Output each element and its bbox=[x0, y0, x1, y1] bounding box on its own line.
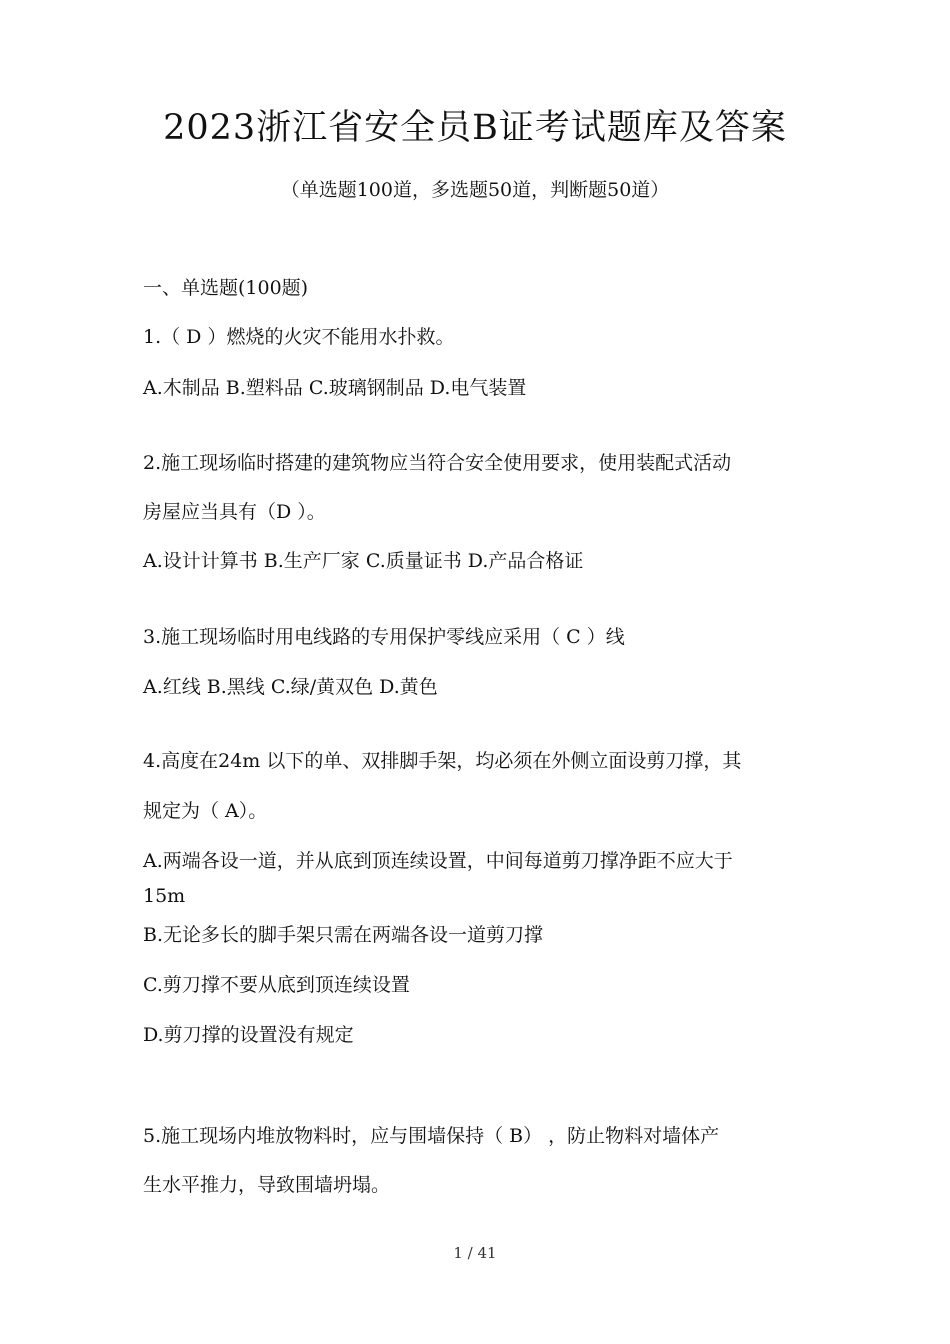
document-title: 2023浙江省安全员B证考试题库及答案 bbox=[163, 108, 787, 148]
question-3-stem: 3.施工现场临时用电线路的专用保护零线应采用（ C ）线 bbox=[143, 626, 625, 648]
question-4-stem-line-1: 4.高度在24m 以下的单、双排脚手架，均必须在外侧立面设剪刀撑，其 bbox=[143, 750, 742, 772]
section-heading: 一、单选题(100题) bbox=[143, 277, 309, 299]
question-1-stem: 1.（ D ）燃烧的火灾不能用水扑救。 bbox=[143, 326, 455, 348]
question-2-stem-line-2: 房屋应当具有（D ）。 bbox=[143, 501, 326, 523]
question-4-option-c: C.剪刀撑不要从底到顶连续设置 bbox=[143, 974, 410, 996]
question-4-option-a-line-1: A.两端各设一道，并从底到顶连续设置，中间每道剪刀撑净距不应大于 bbox=[143, 850, 733, 872]
question-1-options: A.木制品 B.塑料品 C.玻璃钢制品 D.电气装置 bbox=[143, 377, 527, 399]
question-2-stem-line-1: 2.施工现场临时搭建的建筑物应当符合安全使用要求，使用装配式活动 bbox=[143, 452, 732, 474]
question-5-stem-line-1: 5.施工现场内堆放物料时，应与围墙保持（ B） ，防止物料对墙体产 bbox=[143, 1125, 720, 1147]
question-5-stem-line-2: 生水平推力，导致围墙坍塌。 bbox=[143, 1174, 391, 1196]
document-subtitle: （单选题100道，多选题50道，判断题50道） bbox=[280, 179, 670, 201]
question-4-option-d: D.剪刀撑的设置没有规定 bbox=[143, 1024, 354, 1046]
question-4-stem-line-2: 规定为（ A）。 bbox=[143, 800, 268, 822]
page-number: 1 / 41 bbox=[453, 1244, 497, 1262]
question-4-option-a-line-2: 15m bbox=[143, 885, 186, 907]
question-2-options: A.设计计算书 B.生产厂家 C.质量证书 D.产品合格证 bbox=[143, 550, 584, 572]
question-3-options: A.红线 B.黑线 C.绿/黄双色 D.黄色 bbox=[143, 676, 438, 698]
question-4-option-b: B.无论多长的脚手架只需在两端各设一道剪刀撑 bbox=[143, 924, 544, 946]
